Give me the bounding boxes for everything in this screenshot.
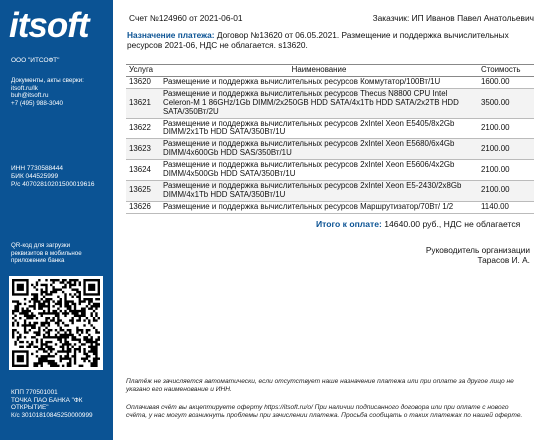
email-link[interactable]: buh@itsoft.ru: [11, 92, 49, 100]
kpp: КПП 770501001: [11, 389, 58, 396]
row-id: 13624: [126, 160, 160, 181]
bank-name: ТОЧКА ПАО БАНКА "ФК: [11, 396, 83, 404]
signature-block: [426, 245, 530, 265]
qr-caption-line: реквизитов в мобильное: [11, 249, 82, 257]
table-row: [126, 118, 534, 139]
row-cost: 1140.00: [478, 201, 534, 213]
table-row: [126, 201, 534, 213]
total-amount: 14640.00 руб., НДС не облагается: [384, 219, 521, 229]
signer-title: Руководитель организации: [425, 245, 530, 255]
row-cost: 2100.00: [478, 160, 534, 181]
row-id: 13620: [126, 76, 160, 88]
row-name: Размещение и поддержка вычислительных ресурсов Коммутатор/100Вт/1U: [160, 76, 478, 88]
itsoft-logo: itsoft: [9, 6, 89, 45]
services-table: [126, 64, 534, 214]
corr-account: К/с 30101810845250000999: [11, 412, 93, 420]
row-cost: 2100.00: [478, 118, 534, 139]
table-row: [126, 180, 534, 201]
row-id: 13625: [126, 180, 160, 201]
bik: БИК 044525999: [11, 172, 59, 180]
account: Р/с 40702810201500019616: [11, 180, 95, 188]
payment-purpose: [127, 30, 532, 50]
phone-number: +7 (495) 988-3040: [11, 99, 63, 107]
row-id: 13621: [126, 88, 160, 118]
row-name: Размещение и поддержка вычислительных ресурсов Thecus N8800 CPU Intel Celeron-M 1 86GHz/1Gb DIMM/2x250GB HDD SATA/4x1Tb HDD SATA/2x2TB HDD SATA/350Вт/2U: [160, 88, 478, 118]
qr-caption-line: QR-код для загрузки: [11, 242, 71, 249]
company-sidebar: [0, 0, 113, 440]
row-cost: 2100.00: [478, 180, 534, 201]
total-line: [316, 219, 520, 229]
offer-note: Оплачивая счёт вы акцептируете оферту https://itsoft.ru/o/ При наличии подписанного договора или при оплате с нового счёта, у нас могут возникнуть проблемы при зачислении платежа. Просьба сообщать о таких платежах по нашей оферте.: [126, 404, 523, 419]
bank-details-2: [11, 389, 111, 420]
payment-note: Платёж не зачисляется автоматически, если отсутствует наше назначение платежа или при оплате за другое лицо не указано его наименование и ИНН.: [126, 378, 514, 393]
row-name: Размещение и поддержка вычислительных ресурсов Маршрутизатор/70Вт/ 1/2: [160, 201, 478, 213]
table-header: [126, 65, 534, 77]
col-service: Услуга: [126, 65, 160, 77]
contact-block: [11, 77, 109, 107]
table-row: [126, 88, 534, 118]
col-cost: Стоимость: [478, 65, 534, 77]
qr-caption: [11, 242, 106, 265]
docs-label: Документы, акты сверки:: [11, 77, 84, 84]
row-cost: 3500.00: [478, 88, 534, 118]
company-name: ООО "ИТСОФТ": [11, 57, 60, 64]
row-id: 13622: [126, 118, 160, 139]
table-row: [126, 139, 534, 160]
cabinet-link[interactable]: itsoft.ru/lk: [11, 84, 38, 92]
row-cost: 2100.00: [478, 139, 534, 160]
invoice-number: Счет №124960 от 2021-06-01: [129, 13, 243, 23]
payment-purpose-text: Договор №13620 от 06.05.2021. Размещение и поддержка вычислительных ресурсов 2021-06, НДС не облагается. s13620.: [127, 30, 509, 50]
qr-code: [9, 276, 103, 370]
bank-details: [11, 165, 95, 188]
total-label: Итого к оплате:: [316, 219, 382, 229]
row-id: 13623: [126, 139, 160, 160]
row-name: Размещение и поддержка вычислительных ресурсов 2xIntel Xeon E5405/8x2Gb DIMM/2x1Tb HDD SATA/350Вт/1U: [160, 118, 478, 139]
table-row: [126, 76, 534, 88]
inn: ИНН 7730588444: [11, 165, 64, 172]
qr-code-image: [9, 276, 103, 370]
row-cost: 1600.00: [478, 76, 534, 88]
row-name: Размещение и поддержка вычислительных ресурсов 2xIntel Xeon E5680/6x4Gb DIMM/4x600Gb HDD SAS/350Вт/1U: [160, 139, 478, 160]
customer-name: Заказчик: ИП Иванов Павел Анатольевич: [372, 13, 534, 23]
row-name: Размещение и поддержка вычислительных ресурсов 2xIntel Xeon E5-2430/2x8Gb DIMM/4x1Tb HDD SATA/350Вт/1U: [160, 180, 478, 201]
qr-caption-line: приложение банка: [11, 257, 65, 265]
row-id: 13626: [126, 201, 160, 213]
signer-name: Тарасов И. А.: [477, 255, 530, 265]
bank-name-2: ОТКРЫТИЕ": [11, 404, 49, 412]
table-row: [126, 160, 534, 181]
col-name: Наименование: [160, 65, 478, 77]
payment-purpose-label: Назначение платежа:: [127, 30, 215, 40]
row-name: Размещение и поддержка вычислительных ресурсов 2xIntel Xeon E5606/4x2Gb DIMM/4x500Gb HDD SATA/350Вт/1U: [160, 160, 478, 181]
